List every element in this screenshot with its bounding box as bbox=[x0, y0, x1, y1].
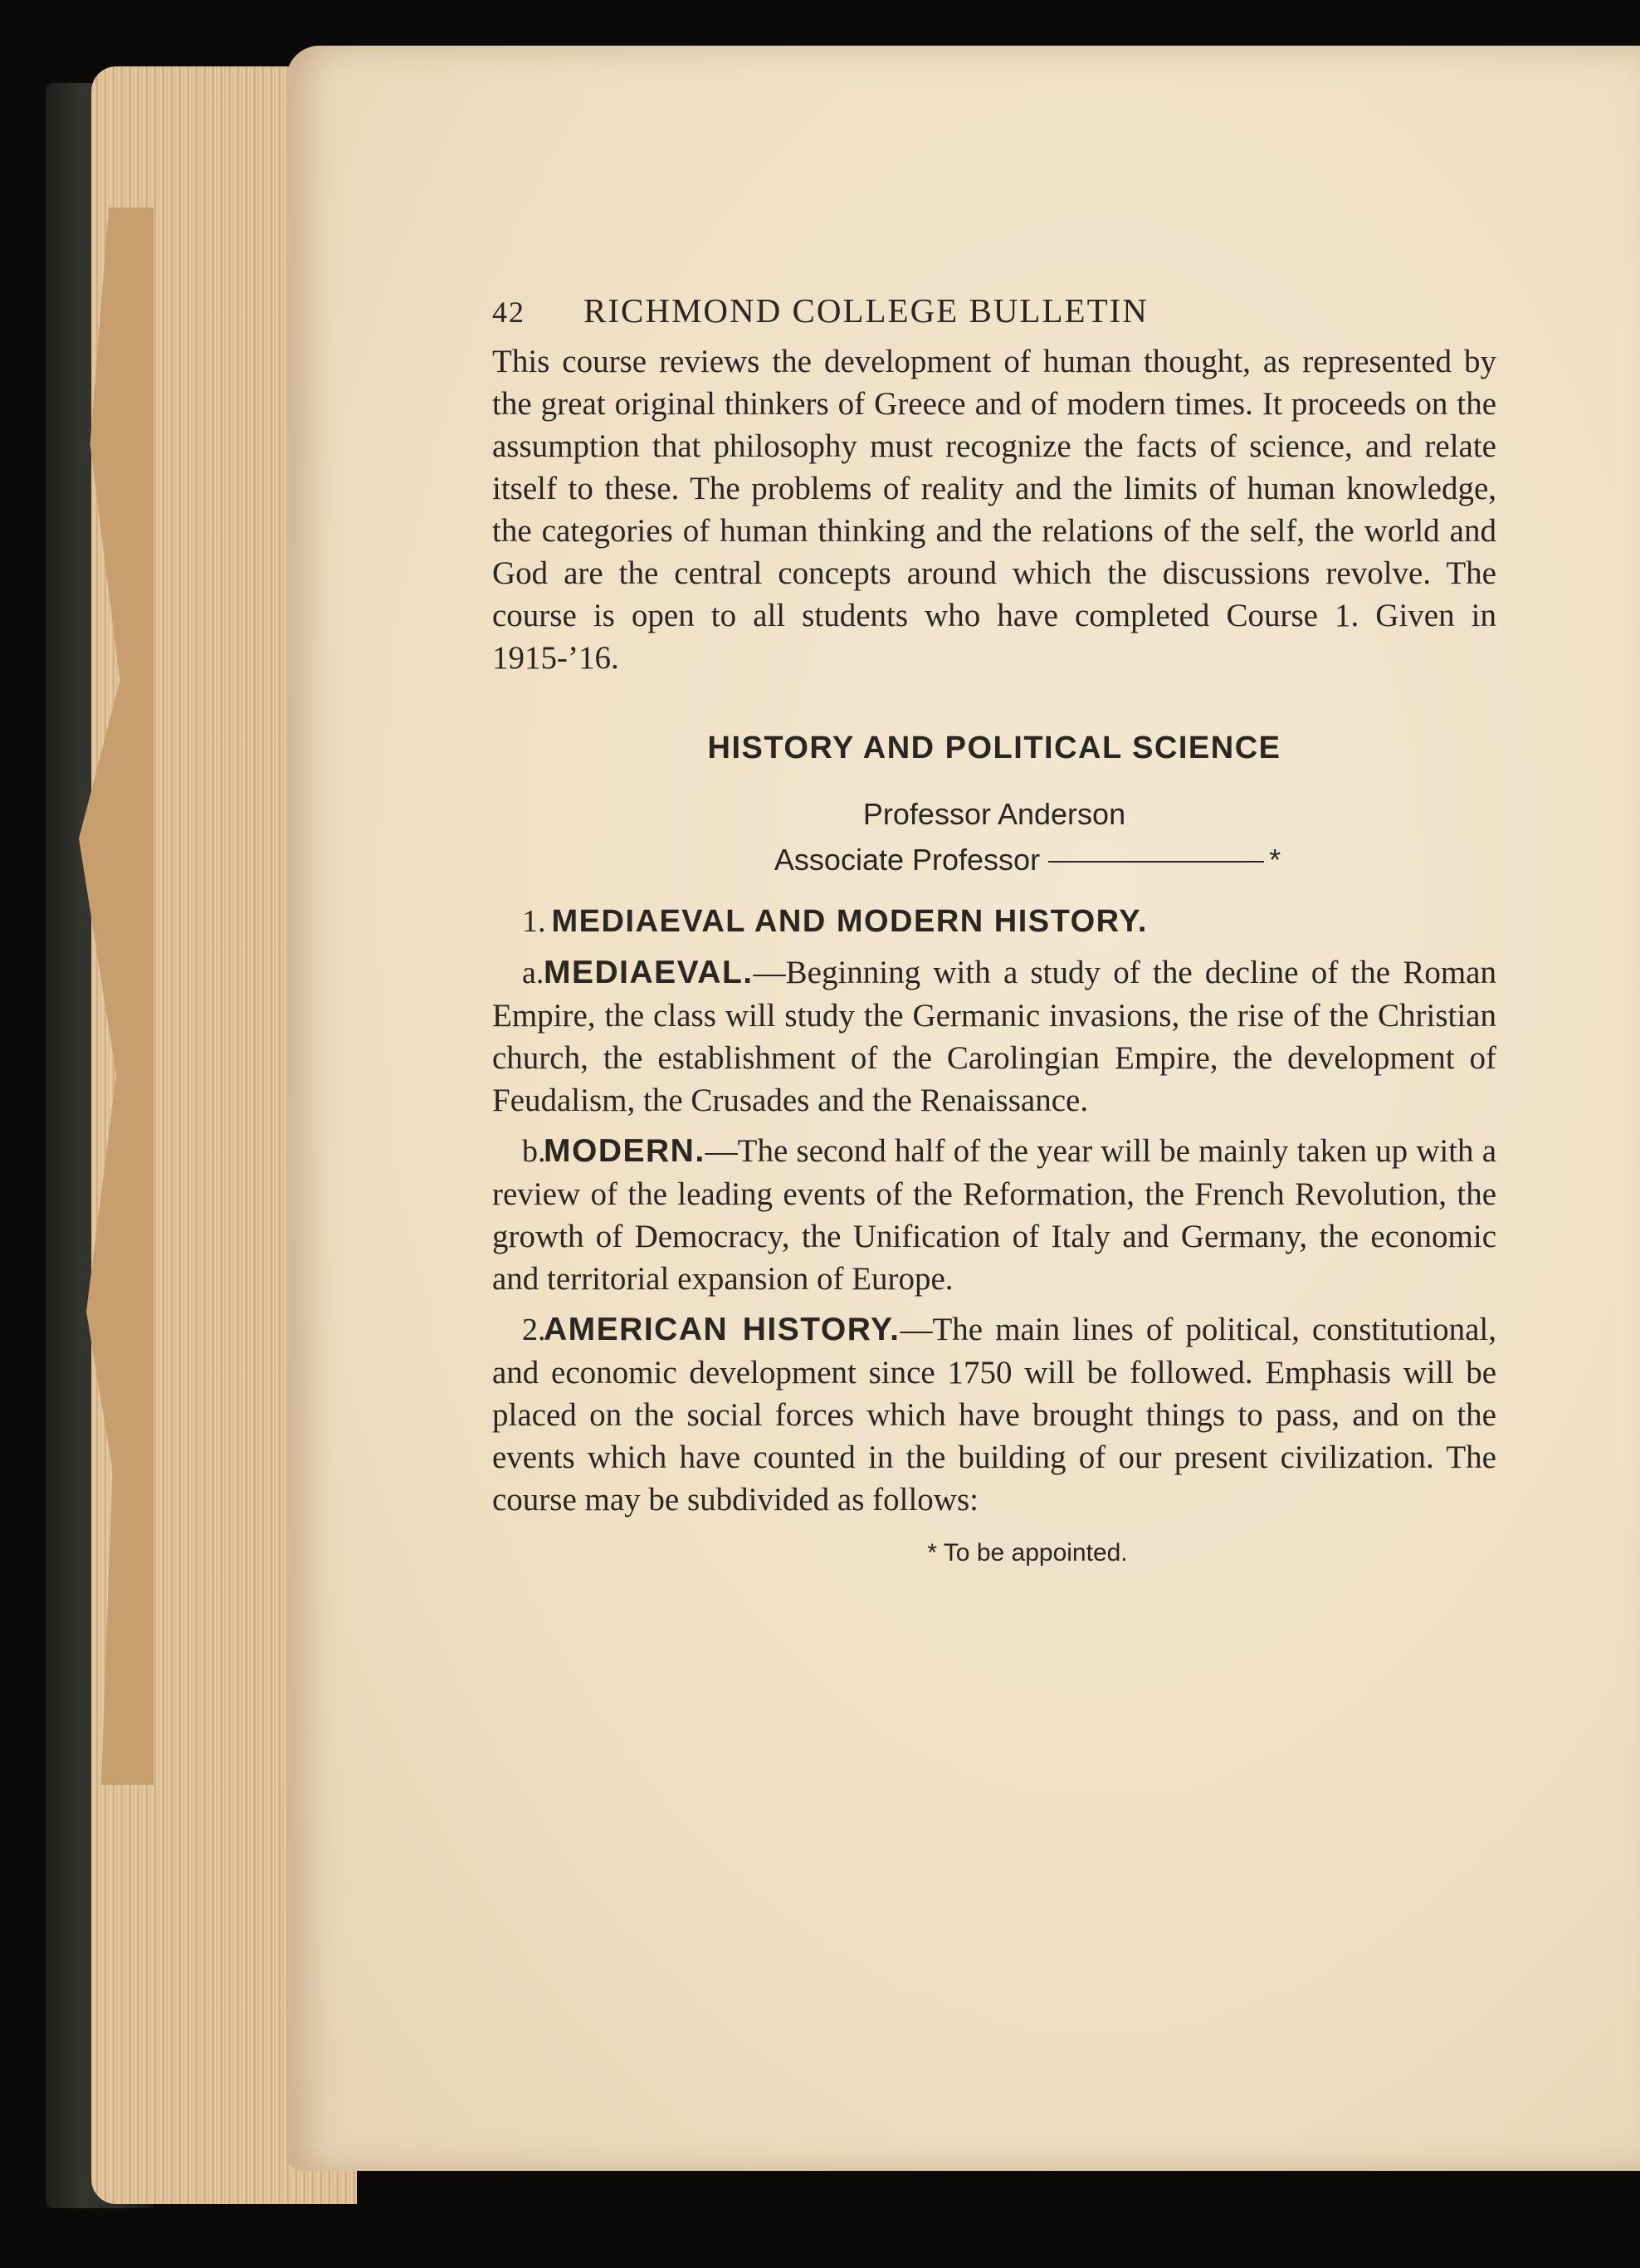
course-2-text: —The main lines of political, constitutional, and economic development since 1750 will be followed. Emphasis will be placed on the social forces which have brought things to pass, and on the events which have counted in the building of our present civilization. The course may be subdivided as follows: bbox=[492, 1312, 1496, 1518]
course-1-title: MEDIAEVAL AND MODERN HISTORY. bbox=[551, 904, 1148, 939]
course-2-paragraph bbox=[492, 1308, 1496, 1521]
associate-professor-line bbox=[559, 837, 1496, 882]
section-title: HISTORY AND POLITICAL SCIENCE bbox=[707, 731, 1281, 765]
associate-mark: * bbox=[1269, 843, 1281, 877]
professor-line: Professor Anderson bbox=[862, 797, 1126, 831]
course-2-number: 2. bbox=[522, 1312, 546, 1347]
course-1b-paragraph bbox=[492, 1130, 1496, 1300]
course-1a-heading: MEDIAEVAL. bbox=[544, 955, 754, 990]
intro-paragraph: This course reviews the development of human thought, as represented by the great original thinkers of Greece and of modern times. It proceeds on the assumption that philosophy must recognize the facts of science, and relate itself to these. The problems of reality and the limits of human knowledge, the categories of human thinking and the relations of the self, the world and God are the central concepts around which the discussions revolve. The course is open to all students who have completed Course 1. Given in 1915-’16. bbox=[492, 344, 1496, 676]
course-1b-text: —The second half of the year will be mainly taken up with a review of the leading events of the Reformation, the French Revolution, the growth of Democracy, the Unification of Italy and Germany, the economic and territorial expansion of Europe. bbox=[492, 1133, 1496, 1297]
course-1-number: 1. bbox=[522, 904, 546, 939]
page-number: 42 bbox=[492, 296, 525, 329]
course-1a-paragraph bbox=[492, 951, 1496, 1122]
page-header bbox=[492, 291, 1496, 340]
blank-rule bbox=[1048, 861, 1264, 863]
course-2-heading: AMERICAN HISTORY. bbox=[544, 1312, 901, 1347]
running-head: RICHMOND COLLEGE BULLETIN bbox=[583, 291, 1149, 330]
page-content bbox=[492, 291, 1496, 1567]
course-1-heading bbox=[492, 901, 1496, 943]
course-1b-letter: b. bbox=[522, 1134, 546, 1169]
associate-label: Associate Professor bbox=[774, 843, 1041, 877]
footnote: * To be appointed. bbox=[927, 1539, 1128, 1567]
course-1b-heading: MODERN. bbox=[544, 1133, 705, 1169]
course-1a-letter: a. bbox=[522, 956, 544, 990]
course-1a-text: —Beginning with a study of the decline of the Roman Empire, the class will study the Germanic invasions, the rise of the Christian church, the establishment of the Carolingian Empire, the development of Feudalism, the Crusades and the Renaissance. bbox=[492, 955, 1496, 1118]
